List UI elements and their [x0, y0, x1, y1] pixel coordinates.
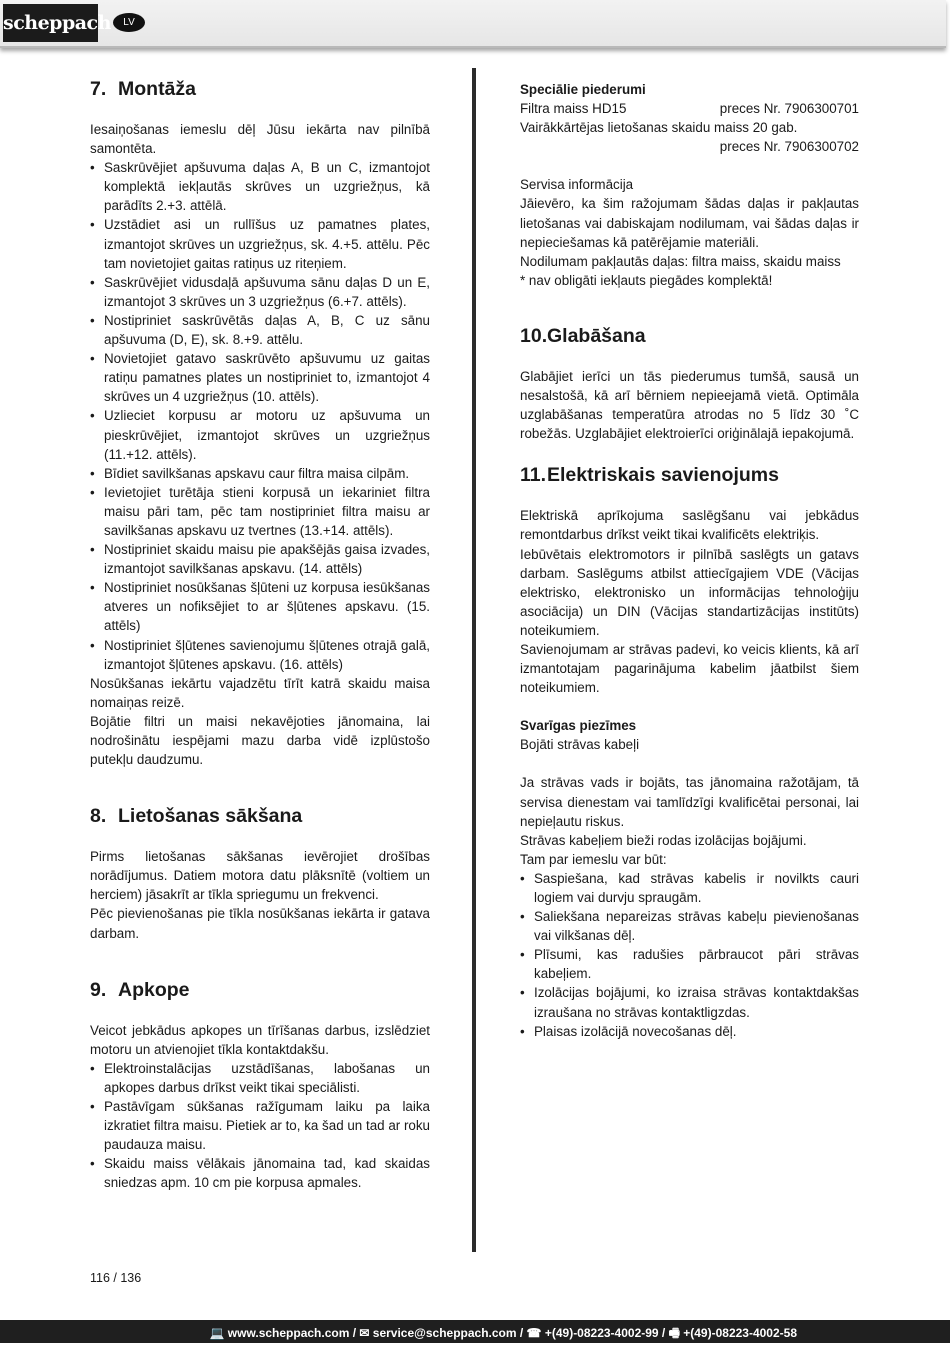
accessories-title: Speciālie piederumi — [520, 82, 646, 97]
paragraph: Veicot jebkādus apkopes un tīrīšanas darbus, izslēdziet motoru un atvienojiet tīkla kontaktdakšu. — [90, 1022, 430, 1057]
right-column — [520, 80, 859, 1041]
service-title: Servisa informācija — [520, 177, 634, 193]
cable-damage-list — [520, 869, 859, 1041]
section-8-heading: 8. Lietošanas sākšana — [90, 805, 303, 828]
accessory-row: Filtra maiss HD15 preces Nr. 7906300701 — [520, 101, 859, 117]
paragraph: Glabājiet ierīci un tās piederumus tumšā, sausā un nesalstošā, kā arī bērniem nepieejamā vietā. Optimāla uzglabāšanas temperatūra atrodas no 5 līdz 30 ˚C robežās. Uzglabājiet elektroierīci oriģinālajā iepakojumā. — [520, 368, 859, 442]
list-item: • Ievietojiet turētāja stieni korpusā un iekariniet filtra maisu pāri tam, pēc tam nostipriniet filtra maisu ar savilkšanas apskavu uz tvertnes (13.+14. attēls). — [90, 483, 430, 540]
paragraph: Strāvas kabeļiem bieži rodas izolācijas bojājumi. — [520, 832, 807, 848]
list-item: • Saskrūvējiet vidusdaļā apšuvuma sānu daļas D un E, izmantojot 3 skrūves un 3 uzgriežņus (6.+7. attēls). — [90, 273, 430, 311]
list-item: • Saspiešana, kad strāvas kabelis ir novilkts cauri logiem vai durvju spraugām. — [520, 869, 859, 907]
list-item: • Plīsumi, kas radušies pārbraucot pāri strāvas kabeļiem. — [520, 945, 859, 983]
list-item: • Nostipriniet skaidu maisu pie apakšējās gaisa izvades, izmantojot savilkšanas apskavu. (14. attēls) — [90, 540, 430, 578]
section-10-heading: 10. Glabāšana — [520, 324, 646, 347]
paragraph: Ja strāvas vads ir bojāts, tas jānomaina ražotājam, tā servisa dienestam vai tamlīdzīgi kvalificētai personai, lai nepieļautu riskus. — [520, 775, 859, 829]
notes-subtitle: Bojāti strāvas kabeļi — [520, 737, 640, 753]
paragraph: Pēc pievienošanas pie tīkla nosūkšanas iekārta ir gatava darbam. — [90, 906, 430, 941]
left-column — [90, 78, 430, 1193]
section-7-heading: 7. Montāža — [90, 78, 196, 100]
paragraph: Savienojumam ar strāvas padevi, ko veicis klients, kā arī izmantotajam pagarinājuma kabelim jāatbilst šiem noteikumiem. — [520, 641, 859, 696]
scheppach-logo: scheppach — [3, 4, 98, 42]
list-item: • Nostipriniet nosūkšanas šļūteni uz korpusa iesūkšanas atveres un nofiksējiet to ar šļūtenes apskavu. (15. attēls) — [90, 578, 430, 635]
page-number: 116 / 136 — [90, 1271, 142, 1285]
footer-contact: 💻 www.scheppach.com / ✉ service@scheppach.com / ☎ +(49)-08223-4002-99 / 🖷 +(49)-08223-4002-58 — [209, 1326, 797, 1340]
paragraph: * nav obligāti iekļauts piegādes komplektā! — [520, 272, 773, 288]
section-11-heading: 11. Elektriskais savienojums — [520, 464, 779, 487]
list-item: • Novietojiet gatavo saskrūvēto apšuvumu uz gaitas ratiņu pamatnes plates un nostipriniet to, izmantojot 4 skrūves un 4 uzgriežņus (10. attēls). — [90, 349, 430, 406]
paragraph: Jāievēro, ka šim ražojumam šādas daļas ir pakļautas lietošanas vai dabiskajam nodilumam, vai šādas daļas ir nepieciešamas kā patērējamie materiāli. — [520, 196, 859, 250]
list-item: • Uzlieciet korpusu ar motoru uz apšuvuma un pieskrūvējiet, izmantojot skrūves un uzgriežņus (11.+12. attēls). — [90, 406, 430, 463]
list-item: • Saliekšana nepareizas strāvas kabeļu pievienošanas vai vilkšanas dēļ. — [520, 907, 859, 945]
paragraph: Nosūkšanas iekārtu vajadzētu tīrīt katrā skaidu maisa nomaiņas reizē. — [90, 675, 430, 710]
list-item: • Elektroinstalācijas uzstādīšanas, labošanas un apkopes darbus drīkst veikt tikai speciālisti. — [90, 1059, 430, 1097]
column-divider — [472, 68, 476, 1252]
list-item: • Skaidu maiss vēlākais jānomaina tad, kad skaidas sniedzas apm. 10 cm pie korpusa apmales. — [90, 1154, 430, 1192]
paragraph: Tam par iemeslu var būt: — [520, 851, 667, 867]
list-item: • Plaisas izolācijā novecošanas dēļ. — [520, 1022, 859, 1041]
accessory-number: preces Nr. 7906300702 — [719, 139, 859, 155]
paragraph: Pirms lietošanas sākšanas ievērojiet drošības norādījumus. Datiem motora datu plāksnītē (voltiem un herciem) jāsakrīt ar tīkla spriegumu un frekvenci. — [90, 849, 430, 903]
notes-title: Svarīgas piezīmes — [520, 718, 637, 734]
list-item: • Pastāvīgam sūkšanas ražīgumam laiku pa laika izkratiet filtra maisu. Pietiek ar to, ka šad un tad ar roku paudauza maisu. — [90, 1097, 430, 1154]
list-item: • Nostipriniet saskrūvētās daļas A, B, C uz sānu apšuvuma (D, E), sk. 8.+9. attēlu. — [90, 311, 430, 349]
list-item: • Izolācijas bojājumi, ko izraisa strāvas kontaktdakšas izraušana no strāvas kontaktligzdas. — [520, 983, 859, 1021]
list-item: • Saskrūvējiet apšuvuma daļas A, B un C, izmantojot komplektā iekļautās skrūves un uzgriežņus, kā parādīts 2.+3. attēlā. — [90, 158, 430, 215]
list-item: • Bīdiet savilkšanas apskavu caur filtra maisa cilpām. — [90, 464, 430, 483]
page-footer — [0, 1320, 950, 1343]
list-item: • Uzstādiet asi un rullīšus uz pamatnes plates, izmantojot skrūves un uzgriežņus, sk. 4.+5. attēlu. Pēc tam novietojiet gaitas ratiņus uz riteņiem. — [90, 215, 430, 272]
language-badge: LV — [113, 13, 145, 32]
accessory-name: Vairākkārtējas lietošanas skaidu maiss 20 gab. — [520, 120, 798, 136]
paragraph: Iebūvētais elektromotors ir pilnībā saslēgts un gatavs darbam. Saslēgums atbilst attiecīgajiem VDE (Vācijas elektrisko, elektronisko un informācijas tehnoloģiju asociācija) un DIN (Vācijas standartizācijas institūts) noteikumiem. — [520, 546, 859, 638]
maintenance-list — [90, 1059, 430, 1193]
list-item: • Nostipriniet šļūtenes savienojumu šļūtenes otrajā galā, izmantojot šļūtenes apskavu. (16. attēls) — [90, 636, 430, 674]
page-header — [0, 0, 946, 48]
section-9-heading: 9. Apkope — [90, 978, 190, 1001]
paragraph: Nodilumam pakļautās daļas: filtra maiss, skaidu maiss — [520, 253, 841, 269]
assembly-list — [90, 158, 430, 674]
paragraph: Bojātie filtri un maisi nekavējoties jānomaina, lai nodrošinātu iespējami mazu darba vidē izplūstošo putekļu daudzumu. — [90, 713, 430, 768]
paragraph: Iesaiņošanas iemeslu dēļ Jūsu iekārta nav pilnībā samontēta. — [90, 122, 430, 157]
paragraph: Elektriskā aprīkojuma saslēgšanu vai jebkādus remontdarbus drīkst veikt tikai kvalificēts elektriķis. — [520, 508, 859, 543]
